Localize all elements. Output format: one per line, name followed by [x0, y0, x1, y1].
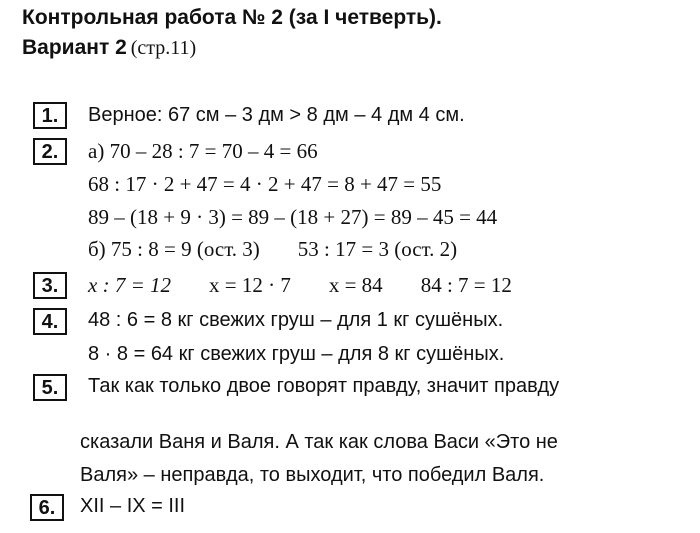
task-6-line: XII – IX = III	[80, 495, 186, 517]
task-2-b-part-1: б) 75 : 8 = 9 (ост. 3)	[88, 237, 260, 261]
task-number-2: 2.	[33, 138, 67, 165]
page-reference: (стр.11)	[130, 37, 197, 59]
task-4-line-2: 8 · 8 = 64 кг свежих груш – для 8 кг сушёных.	[88, 343, 505, 365]
variant-heading	[22, 36, 196, 60]
task-3-check: 84 : 7 = 12	[420, 273, 512, 297]
task-2-b-part-2: 53 : 17 = 3 (ост. 2)	[297, 237, 458, 261]
task-3-eq-2: x = 12 · 7	[209, 273, 291, 297]
task-2-line-3: 89 – (18 + 9 · 3) = 89 – (18 + 27) = 89 – 45 = 44	[88, 205, 498, 229]
task-5-line-2: сказали Ваня и Валя. А так как слова Васи «Это не	[80, 431, 558, 453]
task-5-line-3: Валя» – неправда, то выходит, что победил Валя.	[80, 464, 545, 486]
task-2-line-a: а) 70 – 28 : 7 = 70 – 4 = 66	[88, 139, 318, 163]
task-3-eq-1: x : 7 = 12	[88, 273, 171, 297]
task-2-line-2: 68 : 17 · 2 + 47 = 4 · 2 + 47 = 8 + 47 = 55	[88, 172, 442, 196]
task-number-4: 4.	[33, 308, 67, 335]
task-3-eq-3: x = 84	[328, 273, 383, 297]
task-3-line	[88, 271, 512, 299]
task-number-5: 5.	[33, 374, 67, 401]
task-number-3: 3.	[33, 272, 67, 299]
page-title: Контрольная работа № 2 (за I четверть).	[22, 6, 442, 29]
task-5-line-1: Так как только двое говорят правду, значит правду	[88, 375, 560, 397]
task-number-1: 1.	[33, 102, 67, 129]
task-1-line: Верное: 67 см – 3 дм > 8 дм – 4 дм 4 см.	[88, 104, 465, 126]
task-4-line-1: 48 : 6 = 8 кг свежих груш – для 1 кг сушёных.	[88, 309, 504, 331]
task-number-6: 6.	[30, 494, 64, 521]
variant-label: Вариант 2	[22, 36, 127, 59]
task-2-line-b	[88, 235, 457, 263]
